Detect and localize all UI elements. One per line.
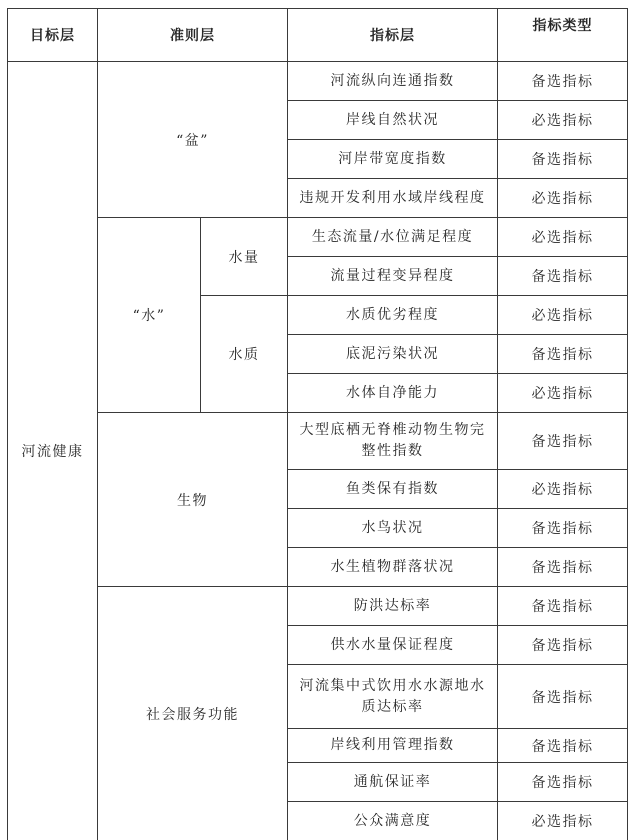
indicator-cell: 岸线利用管理指数 bbox=[288, 729, 498, 763]
subgroup-cell-water-quantity: 水量 bbox=[201, 218, 288, 296]
indicator-cell: 流量过程变异程度 bbox=[288, 257, 498, 296]
header-row bbox=[8, 9, 628, 62]
table-row bbox=[8, 62, 628, 101]
indicator-cell: 水鸟状况 bbox=[288, 509, 498, 548]
indicator-type-cell: 备选指标 bbox=[498, 548, 628, 587]
group-cell-biology: 生物 bbox=[98, 413, 288, 587]
col-header-target-layer: 目标层 bbox=[8, 9, 98, 62]
indicator-type-cell: 必选指标 bbox=[498, 296, 628, 335]
indicator-type-cell: 必选指标 bbox=[498, 101, 628, 140]
indicator-type-cell: 备选指标 bbox=[498, 587, 628, 626]
col-header-criteria-layer: 准则层 bbox=[98, 9, 288, 62]
group-cell-basin: “盆” bbox=[98, 62, 288, 218]
indicator-type-cell: 备选指标 bbox=[498, 729, 628, 763]
table-row bbox=[8, 587, 628, 626]
indicator-cell: 大型底栖无脊椎动物生物完整性指数 bbox=[288, 413, 498, 470]
indicator-cell: 水体自净能力 bbox=[288, 374, 498, 413]
indicator-cell: 水生植物群落状况 bbox=[288, 548, 498, 587]
group-cell-social-service: 社会服务功能 bbox=[98, 587, 288, 840]
indicator-type-cell: 必选指标 bbox=[498, 802, 628, 840]
target-cell-river-health: 河流健康 bbox=[8, 62, 98, 840]
indicator-cell: 河流集中式饮用水水源地水质达标率 bbox=[288, 665, 498, 729]
col-header-indicator-layer: 指标层 bbox=[288, 9, 498, 62]
indicator-type-cell: 备选指标 bbox=[498, 763, 628, 802]
subgroup-cell-water-quality: 水质 bbox=[201, 296, 288, 413]
group-cell-water: “水” bbox=[98, 218, 201, 413]
indicator-cell: 防洪达标率 bbox=[288, 587, 498, 626]
indicator-cell: 供水水量保证程度 bbox=[288, 626, 498, 665]
indicator-cell: 鱼类保有指数 bbox=[288, 470, 498, 509]
indicator-type-cell: 备选指标 bbox=[498, 257, 628, 296]
col-header-indicator-type: 指标类型 bbox=[498, 9, 628, 62]
indicator-type-cell: 备选指标 bbox=[498, 335, 628, 374]
indicator-cell: 通航保证率 bbox=[288, 763, 498, 802]
indicator-type-cell: 必选指标 bbox=[498, 470, 628, 509]
table-row bbox=[8, 218, 628, 257]
indicator-cell: 违规开发利用水域岸线程度 bbox=[288, 179, 498, 218]
indicator-type-cell: 备选指标 bbox=[498, 413, 628, 470]
indicator-type-cell: 必选指标 bbox=[498, 374, 628, 413]
indicator-type-cell: 备选指标 bbox=[498, 62, 628, 101]
indicator-type-cell: 必选指标 bbox=[498, 179, 628, 218]
indicator-type-cell: 备选指标 bbox=[498, 140, 628, 179]
indicator-cell: 水质优劣程度 bbox=[288, 296, 498, 335]
indicator-type-cell: 必选指标 bbox=[498, 218, 628, 257]
indicator-cell: 岸线自然状况 bbox=[288, 101, 498, 140]
indicator-cell: 生态流量/水位满足程度 bbox=[288, 218, 498, 257]
indicator-cell: 公众满意度 bbox=[288, 802, 498, 840]
table-row bbox=[8, 413, 628, 470]
indicator-cell: 河流纵向连通指数 bbox=[288, 62, 498, 101]
indicator-cell: 底泥污染状况 bbox=[288, 335, 498, 374]
river-health-indicator-table bbox=[7, 8, 628, 840]
indicator-type-cell: 备选指标 bbox=[498, 665, 628, 729]
indicator-cell: 河岸带宽度指数 bbox=[288, 140, 498, 179]
indicator-type-cell: 备选指标 bbox=[498, 626, 628, 665]
indicator-type-cell: 备选指标 bbox=[498, 509, 628, 548]
